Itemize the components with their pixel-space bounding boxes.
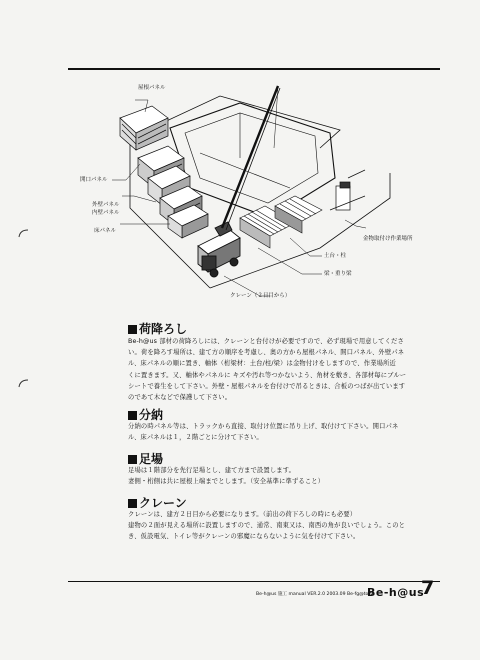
site-illustration [80, 78, 420, 308]
body-line: 分納の時パネル等は、トラックから直接、取付け位置に吊り上げ、取付けて下さい。開口パネ [128, 423, 399, 430]
callout-opening-panel: 開口パネル [80, 177, 108, 183]
callout-sill-pillar: 土台・柱 [324, 253, 347, 259]
footer-manual-text: Be-h@us 施工 manual VER.2.0 2003.09 Be-fg@tory [256, 592, 373, 597]
footer-logo: Be-h@us [367, 586, 425, 599]
body-line: ル、床パネルは１，２階ごとに分けて下さい。 [128, 434, 263, 442]
bullet-square [128, 411, 137, 420]
body-line: い。荷を降ろす場所は、建て方の順序を考慮し、奥の方から屋根パネル、開口パネル、外壁パネ [128, 349, 405, 357]
body-line: 足場は１階部分を先行足場とし、建て方まで設置します。 [128, 467, 296, 474]
section-body-split-delivery [128, 421, 410, 443]
section-body-scaffolding [128, 465, 410, 487]
section-body-crane [128, 509, 410, 543]
callout-floor-panel: 床パネル [94, 228, 117, 234]
body-line: ル、床パネルの順に置き、軸体（桁梁材：土台/柱/梁）は金物付けをしますので、作業場所近 [128, 360, 396, 368]
callout-interior-wall-panel: 内壁パネル [92, 210, 120, 216]
body-line: くに置きます。又、軸体やパネルに キズや汚れ等つかないよう、角材を敷き、各部材毎にブルー [128, 371, 407, 379]
body-line: Be-h@us 部材の荷降ろしには、クレーンと台付けが必要ですので、必ず現場で用意してくださ [128, 338, 404, 345]
section-title-unloading [128, 320, 187, 337]
punch-hole-mark-top [17, 228, 29, 238]
bullet-square [128, 325, 137, 334]
site-sketch [90, 78, 420, 308]
body-line: クレーンは、建方２日目から必要になります。（前出の荷下ろしの時にも必要） [128, 511, 357, 518]
callout-beam-joist: 梁・重り梁 [324, 271, 352, 277]
bottom-rule [68, 581, 440, 582]
section-title-text: 分納 [139, 408, 164, 422]
body-line: シートで養生をして下さい。外壁・屋根パネルを台付けで吊るときは、合板のつばが出ています [128, 382, 406, 390]
callout-roof-panel: 屋根パネル [138, 85, 166, 91]
body-line: のであて木などで保護して下さい。 [128, 394, 232, 402]
body-line: 妻側・桁側は共に屋根上端までとします。（安全基準に準ずること） [128, 478, 325, 486]
top-rule [68, 68, 440, 70]
bullet-square [128, 455, 137, 464]
section-title-text: 足場 [139, 452, 164, 466]
body-line: き、仮設電気、トイレ等がクレーンの邪魔にならないように気を付けて下さい。 [128, 533, 360, 541]
section-title-text: 荷降ろし [139, 322, 188, 336]
punch-hole-mark-bottom [17, 378, 29, 388]
callout-exterior-wall-panel: 外壁パネル [92, 202, 120, 208]
section-body-unloading [128, 336, 410, 403]
bullet-square [128, 499, 137, 508]
page-number: 7 [421, 577, 435, 599]
body-line: 建物の２面が見える場所に設置しますので、通常、南東又は、南西の角が良いでしょう。このと [128, 522, 406, 530]
section-title-text: クレーン [139, 496, 187, 510]
callout-hardware-area: 金物取付け作業場所 [363, 236, 413, 242]
callout-crane: クレーン（２日目から） [230, 293, 291, 299]
